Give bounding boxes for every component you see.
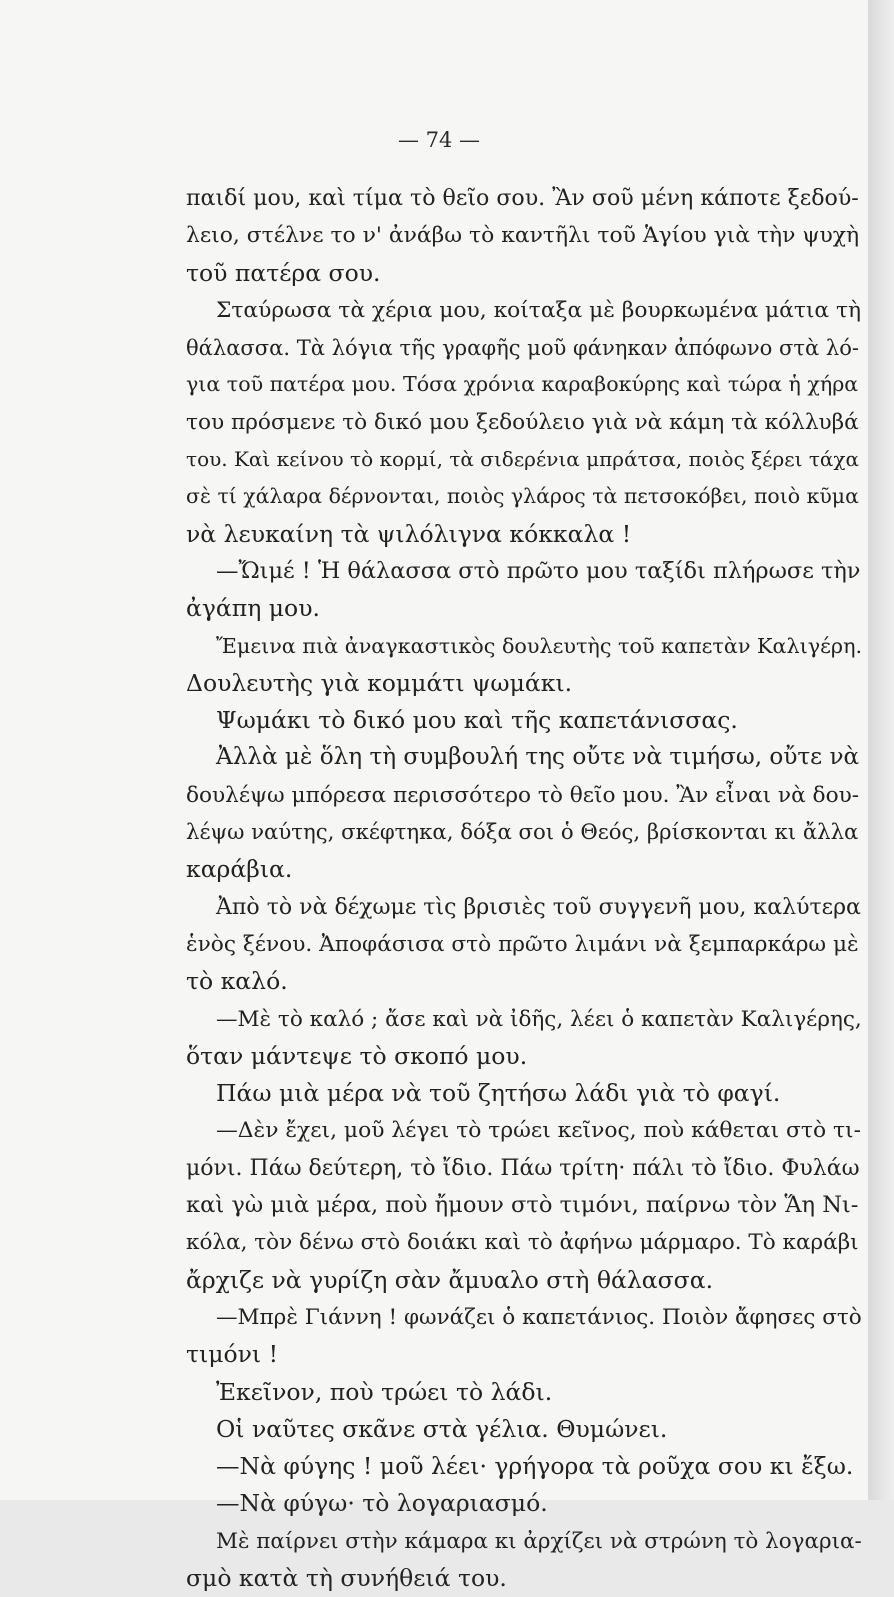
text-line: —Νὰ φύγης ! μοῦ λέει· γρήγορα τὰ ροῦχα σου κι ἔξω. [216,1452,854,1481]
text-line: θάλασσα. Τὰ λόγια τῆς γραφῆς μοῦ φάνηκαν ἀπόφωνο στὰ λό- [186,335,860,361]
text-line: τιμόνι ! [186,1340,279,1369]
text-line: ὅταν μάντεψε τὸ σκοπό μου. [186,1041,528,1070]
text-line: καράβια. [186,855,293,884]
text-line: του πρόσμενε τὸ δικό μου ξεδούλειο γιὰ νὰ κάμη τὰ κόλλυβά [186,409,859,435]
text-line: —Μπρὲ Γιάννη ! φωνάζει ὁ καπετάνιος. Ποιὸν ἄφησες στὸ [216,1304,862,1330]
text-line: σμὸ κατὰ τὴ συνήθειά του. [186,1563,507,1592]
text-line: Ἔμεινα πιὰ ἀναγκαστικὸς δουλευτὴς τοῦ καπετὰν Καλιγέρη. [216,633,863,658]
body-text [186,180,872,1597]
text-line: Οἱ ναῦτες σκᾶνε στὰ γέλια. Θυμώνει. [216,1414,668,1443]
text-line: —Μὲ τὸ καλό ; ἄσε καὶ νὰ ἰδῆς, λέει ὁ καπετὰν Καλιγέρης, [216,1006,862,1032]
text-line: Ψωμάκι τὸ δικό μου καὶ τῆς καπετάνισσας. [216,706,738,735]
text-line: λέψω ναύτης, σκέφτηκα, δόξα σοι ὁ Θεός, βρίσκονται κι ἄλλα [186,820,859,846]
text-line: Δουλευτὴς γιὰ κομμάτι ψωμάκι. [186,668,573,697]
text-line: Σταύρωσα τὰ χέρια μου, κοίταξα μὲ βουρκωμένα μάτια τὴ [216,297,862,323]
text-line: —Δὲν ἔχει, μοῦ λέγει τὸ τρώει κεῖνος, ποὺ κάθεται στὸ τι- [216,1118,861,1144]
text-line: δουλέψω μπόρεσα περισσότερο τὸ θεῖο μου. Ἂν εἶναι νὰ δου- [186,782,860,808]
text-line: λειο, στέλνε το ν' ἀνάβω τὸ καντῆλι τοῦ Ἁγίου γιὰ τὴν ψυχὴ [186,223,860,249]
text-line: καὶ γὼ μιὰ μέρα, ποὺ ἤμουν στὸ τιμόνι, παίρνω τὸν Ἅη Νι- [186,1192,859,1219]
text-line: Πάω μιὰ μέρα νὰ τοῦ ζητήσω λάδι γιὰ τὸ φαγί. [216,1079,781,1108]
text-line: ἀγάπη μου. [186,594,320,623]
text-line: κόλα, τὸν δένω στὸ δοιάκι καὶ τὸ ἀφήνω μάρμαρο. Τὸ καράβι [186,1230,859,1256]
text-line: για τοῦ πατέρα μου. Τόσα χρόνια καραβοκύρης καὶ τώρα ἡ χήρα [186,372,859,397]
text-line: ἄρχιζε νὰ γυρίζη σὰν ἄμυαλο στὴ θάλασσα. [186,1265,714,1294]
text-line: τοῦ πατέρα σου. [186,258,381,287]
page-number: — 74 — [397,128,481,152]
text-line: Ἐκεῖνον, ποὺ τρώει τὸ λάδι. [216,1377,553,1406]
text-line: Ἀλλὰ μὲ ὅλη τὴ συμβουλή της οὔτε νὰ τιμήσω, οὔτε νὰ [216,744,860,771]
text-line: —Νὰ φύγω· τὸ λογαριασμό. [216,1489,548,1518]
text-line: Μὲ παίρνει στὴν κάμαρα κι ἀρχίζει νὰ στρώνη τὸ λογαρια- [216,1528,862,1554]
text-line: τὸ καλό. [186,967,288,996]
text-line: Ἀπὸ τὸ νὰ δέχωμε τὶς βρισιὲς τοῦ συγγενῆ μου, καλύτερα [216,894,861,920]
text-line: ἑνὸς ξένου. Ἀποφάσισα στὸ πρῶτο λιμάνι νὰ ξεμπαρκάρω μὲ [186,931,859,957]
text-line: σὲ τί χάλαρα δέρνονται, ποιὸς γλάρος τὰ πετσοκόβει, ποιὸ κῦμα [186,484,859,509]
text-line: νὰ λευκαίνη τὰ ψιλόλιγνα κόκκαλα ! [186,519,632,548]
book-spine-edge [868,0,894,1500]
text-line: παιδί μου, καὶ τίμα τὸ θεῖο σου. Ἂν σοῦ μένη κάποτε ξεδού- [186,185,859,211]
text-line: μόνι. Πάω δεύτερη, τὸ ἴδιο. Πάω τρίτη· πάλι τὸ ἴδιο. Φυλάω [186,1155,860,1181]
text-line: του. Καὶ κείνου τὸ κορμί, τὰ σιδερένια μπράτσα, ποιὸς ξέρει τάχα [186,447,860,472]
text-line: —Ὤιμέ ! Ἡ θάλασσα στὸ πρῶτο μου ταξίδι πλήρωσε τὴν [216,557,861,584]
